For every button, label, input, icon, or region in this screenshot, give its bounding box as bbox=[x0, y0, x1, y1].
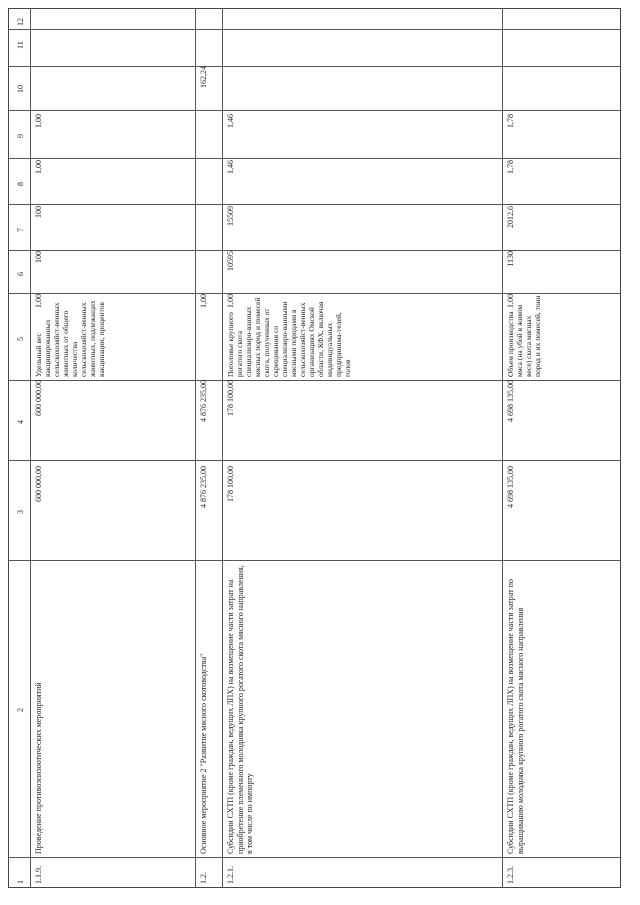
row-number: 1.2.1. bbox=[226, 866, 235, 884]
rule-col-8-7 bbox=[8, 204, 621, 205]
rule-row-1 bbox=[195, 8, 196, 888]
col-header-5: 5 bbox=[16, 337, 25, 341]
rule-col-9-8 bbox=[8, 158, 621, 159]
row-c4: 4 698 135,00 bbox=[506, 380, 515, 422]
row-c10: 1,46 bbox=[226, 114, 235, 128]
row-c4: 178 100,00 bbox=[226, 380, 235, 416]
row-name: Основное мероприятие 2 "Развитие мясного скотоводства" bbox=[199, 653, 208, 854]
rule-row-3 bbox=[502, 8, 503, 888]
row-c9: 1,00 bbox=[34, 160, 43, 174]
rule-header-row bbox=[30, 8, 31, 888]
rule-col-2-1 bbox=[8, 857, 621, 858]
row-c4: 4 876 235,00 bbox=[199, 380, 208, 422]
row-c3: 4 698 135,00 bbox=[506, 466, 515, 508]
row-c7: 10595 bbox=[226, 251, 235, 271]
row-c10: 1,00 bbox=[34, 114, 43, 128]
row-c5: 1,00 bbox=[226, 294, 235, 308]
col-header-9: 9 bbox=[16, 134, 25, 138]
col-header-11: 11 bbox=[16, 41, 25, 49]
rule-col-4-3 bbox=[8, 460, 621, 461]
col-header-12: 12 bbox=[16, 18, 25, 26]
col-header-10: 10 bbox=[16, 85, 25, 93]
row-number: 1.2.3. bbox=[506, 866, 515, 884]
rule-col-10-9 bbox=[8, 110, 621, 111]
rule-col-5-4 bbox=[8, 380, 621, 381]
table-frame bbox=[8, 8, 621, 888]
row-c9: 1,46 bbox=[226, 160, 235, 174]
row-number: 1.2. bbox=[199, 872, 208, 884]
row-name: Проведение противоэпизоотических мероприятий bbox=[34, 682, 43, 854]
row-c7: 1130 bbox=[506, 251, 515, 267]
col-header-7: 7 bbox=[16, 228, 25, 232]
row-c8: 100 bbox=[34, 206, 43, 218]
row-c3: 4 876 235,00 bbox=[199, 466, 208, 508]
col-header-4: 4 bbox=[16, 420, 25, 424]
row-indicator: Удельный вес вакцинированных сельскохозяйст-венных животных от общего количества сельскохозяйст-венных животных, подлежащих вакцинации, процентов bbox=[34, 300, 106, 377]
col-header-1: 1 bbox=[16, 880, 25, 884]
row-c5: 1,00 bbox=[34, 294, 43, 308]
row-c4: 600 000,00 bbox=[34, 380, 43, 416]
col-header-2: 2 bbox=[16, 708, 25, 712]
row-c9: 1,78 bbox=[506, 160, 515, 174]
col-header-8: 8 bbox=[16, 182, 25, 186]
rule-col-7-6 bbox=[8, 250, 621, 251]
row-number: 1.1.9. bbox=[34, 866, 43, 884]
col-header-6: 6 bbox=[16, 272, 25, 276]
row-indicator: Объем производства мяса (на убой в живом весе) скота мясных пород и их помесей, тонн bbox=[506, 295, 542, 377]
row-c5: 1,00 bbox=[199, 294, 208, 308]
row-indicator: Поголовье крупного рогатого скота специализиро-ванных мясных пород и помесей скота, полученных от скрещивания со специализиро-ванными мясными породами в сельскохозяйст-венных организациях Омской области, КФХ, включая индивидуальных предпринима-телей, голов bbox=[226, 297, 352, 377]
row-name: Субсидии СХТП (кроме граждан, ведущих ЛПХ) на возмещение части затрат на приобретение племенного молодняка крупного рогатого скота мясного направления, в том числе по импорту bbox=[226, 565, 254, 854]
row-c3: 600 000,00 bbox=[34, 466, 43, 502]
rule-col-11-10 bbox=[8, 66, 621, 67]
row-c8: 15509 bbox=[226, 206, 235, 226]
row-c8: 2012,6 bbox=[506, 206, 515, 228]
row-c10: 1,78 bbox=[506, 114, 515, 128]
rule-col-3-2 bbox=[8, 560, 621, 561]
row-name: Субсидии СХТП (кроме граждан, ведущих ЛПХ) на возмещение части затрат по выращиванию молодняка крупного рогатого скота мясного направления bbox=[506, 579, 525, 854]
row-c11: 162,24 bbox=[199, 66, 208, 88]
row-c5: 1,00 bbox=[506, 294, 515, 308]
row-c3: 178 100,00 bbox=[226, 466, 235, 502]
rule-col-12-11 bbox=[8, 29, 621, 30]
rule-col-6-5 bbox=[8, 293, 621, 294]
rule-row-2 bbox=[222, 8, 223, 888]
row-c7: 100 bbox=[34, 251, 43, 263]
col-header-3: 3 bbox=[16, 510, 25, 514]
